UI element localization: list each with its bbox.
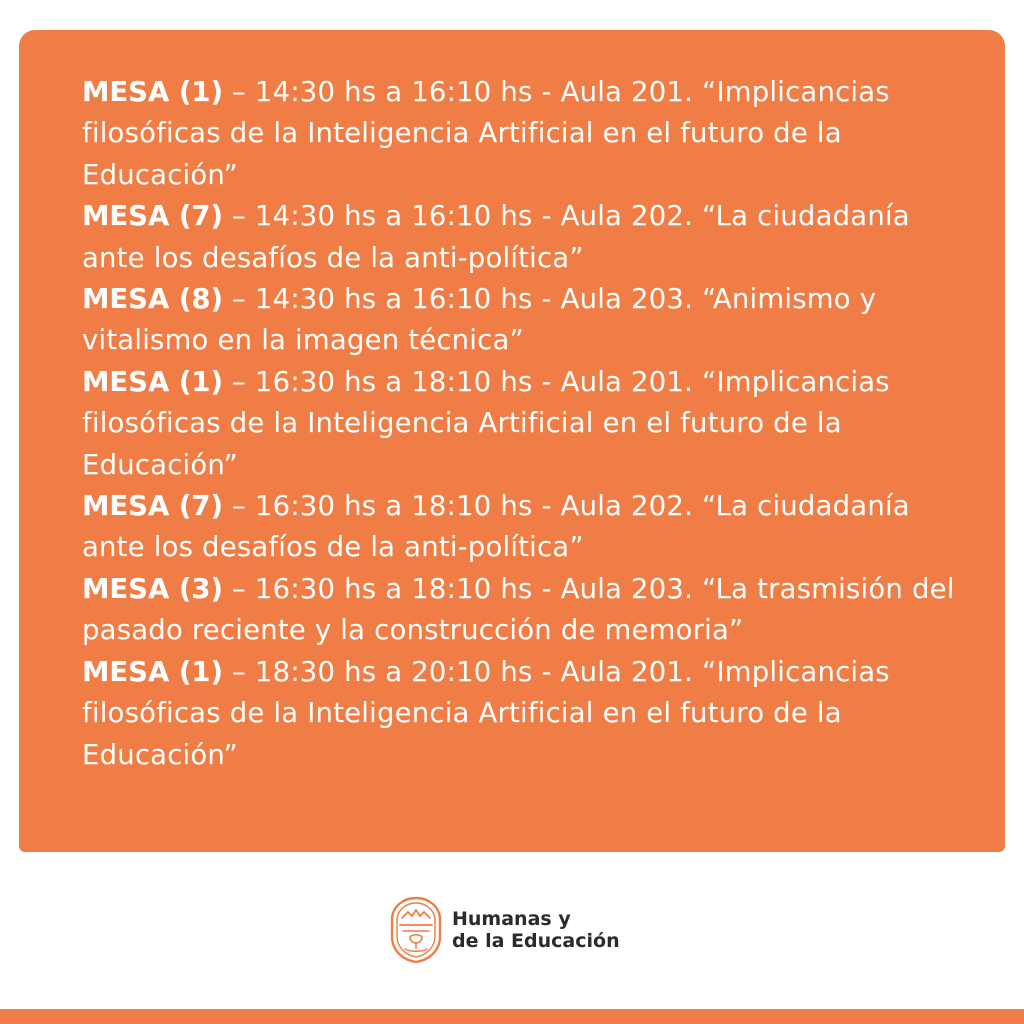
bottom-accent-bar [0,1009,1024,1024]
schedule-entry [82,196,962,279]
schedule-entry [82,279,962,362]
mesa-label: MESA (3) [82,572,224,605]
entry-text: – 14:30 hs a 16:10 hs - Aula 203. “Animismo y vitalismo en la imagen técnica” [82,283,877,357]
mesa-label: MESA (7) [82,200,224,233]
mesa-label: MESA (1) [82,655,224,688]
mesa-label: MESA (7) [82,490,224,523]
mesa-label: MESA (8) [82,283,224,316]
schedule-entry [82,569,962,652]
entry-text: – 14:30 hs a 16:10 hs - Aula 202. “La ciudadanía ante los desafíos de la anti-política” [82,200,910,274]
entry-text: – 16:30 hs a 18:10 hs - Aula 202. “La ciudadanía ante los desafíos de la anti-política” [82,490,910,564]
entry-text: – 18:30 hs a 20:10 hs - Aula 201. “Implicancias filosóficas de la Inteligencia Artificial en el futuro de la Educación” [82,655,890,771]
entry-text: – 14:30 hs a 16:10 hs - Aula 201. “Implicancias filosóficas de la Inteligencia Artificial en el futuro de la Educación” [82,76,890,191]
entry-text: – 16:30 hs a 18:10 hs - Aula 201. “Implicancias filosóficas de la Inteligencia Artificial en el futuro de la Educación” [82,365,890,481]
schedule-list [82,72,962,776]
faculty-name-line2: de la Educación [452,930,620,952]
mesa-label: MESA (1) [82,76,224,108]
schedule-entry [82,362,962,486]
faculty-logo [388,894,648,966]
university-seal-icon [388,894,444,966]
schedule-entry [82,72,962,196]
entry-text: – 16:30 hs a 18:10 hs - Aula 203. “La trasmisión del pasado reciente y la construcción de memoria” [82,572,955,647]
schedule-entry [82,652,962,776]
faculty-name-line1: Humanas y [452,908,571,930]
schedule-entry [82,486,962,569]
mesa-label: MESA (1) [82,365,224,398]
faculty-name [452,908,620,952]
